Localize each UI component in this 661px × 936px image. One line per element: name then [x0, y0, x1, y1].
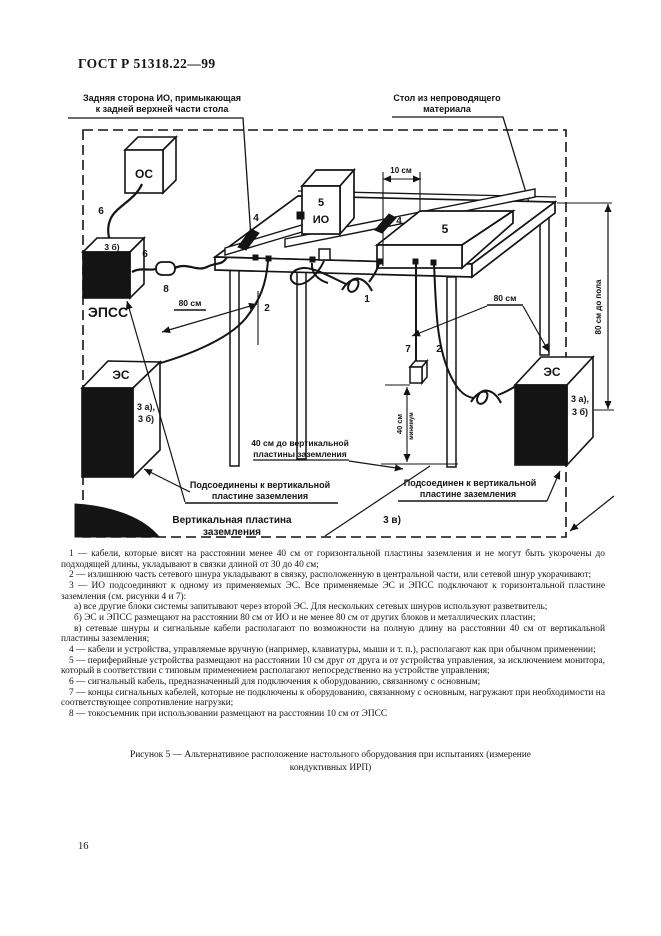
rear-side-callout	[83, 93, 241, 114]
figure-caption	[0, 749, 661, 774]
ref-2-right: 2	[436, 344, 442, 355]
es-left-side-ref-2: 3 б)	[137, 414, 155, 424]
vplate-line1: Вертикальная пластина	[172, 515, 292, 526]
note-6: 6 — сигнальный кабель, предназначенный для подключения к оборудованию, связанному с основным;	[69, 676, 481, 687]
connected-right-line1: Подсоединен к вертикальной	[403, 478, 537, 488]
note-7: 7 — концы сигнальных кабелей, которые не подключены к оборудованию, связанному с основным, нагружают при необходимости на соответствующее сопротивление нагрузки;	[61, 687, 605, 709]
es-left-side-ref-1: 3 а),	[136, 402, 156, 412]
es-left-box	[82, 361, 160, 477]
es-right-box	[515, 357, 593, 465]
ref-4-right: 4	[396, 216, 402, 227]
epss-box	[83, 238, 144, 320]
peripheral-number: 5	[441, 222, 449, 236]
es-right-label: ЭС	[543, 365, 561, 379]
ref-6-mid: 6	[142, 249, 148, 260]
dimension-80cm-left-label: 80 см	[178, 298, 202, 308]
connected-right-leader	[547, 471, 560, 501]
ref-8: 8	[163, 284, 169, 295]
note-4: 4 — кабели и устройства, управляемые вручную (например, клавиатуры, мыши и т. п.), располагают как при обычном применении;	[69, 644, 596, 655]
epss-box-label: ЭПСС	[87, 304, 129, 320]
table-callout	[393, 93, 501, 114]
dimension-40cm-label: 40 см	[395, 413, 404, 435]
ref-3v: 3 в)	[383, 515, 401, 526]
os-box-label: ОС	[135, 167, 153, 181]
note-3b: б) ЭС и ЭПСС размещают на расстоянии 80 см от ИО и не менее 80 см от других блоков и металлических пластин;	[74, 612, 536, 623]
ref-6-top: 6	[98, 206, 104, 217]
es-left-label: ЭС	[112, 368, 130, 382]
dimension-80cm-floor-label: 80 см до пола	[594, 279, 603, 335]
note-3: 3 — ИО подсоединяют к одному из применяемых ЭС. Все применяемые ЭС и ЭПСС подключают к горизонтальной пластине заземления (см. рисунки 4 и 7):	[61, 580, 605, 602]
cable-2-left	[138, 261, 268, 369]
note-3a: а) все другие блоки системы запитывают через второй ЭС. Для нескольких сетевых шнуров используют разветвитель;	[74, 602, 548, 613]
note-2: 2 — излишнюю часть сетевого шнура укладывают в связку, расположенную в центральной части, или сетевой шнур укорачивают;	[69, 570, 592, 581]
note-5: 5 — периферийные устройства размещают на расстоянии 10 см друг от друга и от устройства управления, за исключением монитора, который в соответствии с типовым применением располагают непосредственно на устройстве управления;	[61, 655, 605, 677]
dimension-10cm-label: 10 см	[390, 166, 412, 175]
eut-number: 5	[317, 197, 325, 209]
dimension-80cm-left	[162, 291, 258, 345]
connected-right-callout	[398, 478, 547, 501]
table-label-line1: Стол из непроводящего	[393, 93, 501, 103]
connected-right-line2: пластине заземления	[419, 489, 517, 499]
connected-left-leader-es	[144, 469, 190, 492]
rear-side-line2: к задней верхней части стола	[95, 104, 229, 114]
vplate-callout	[172, 515, 292, 538]
dimension-80cm-right	[412, 293, 549, 352]
dist40-callout	[251, 438, 349, 460]
dimension-80cm-right-label: 80 см	[493, 293, 517, 303]
connected-left-line1: Подсоединены к вертикальной	[189, 480, 331, 490]
figure-notes	[61, 549, 605, 720]
connected-left-callout	[185, 480, 338, 503]
note-8: 8 — токосъемник при использовании размещают на расстоянии 10 см от ЭПСС	[69, 708, 388, 719]
rear-side-line1: Задняя сторона ИО, примыкающая	[83, 93, 241, 103]
vplate-arrow	[570, 496, 614, 531]
dimension-40cm-min-label: минимум	[409, 412, 415, 440]
os-box	[125, 137, 176, 193]
es-right-side-ref-1: 3 а),	[570, 394, 590, 404]
ref-2-left: 2	[264, 303, 270, 314]
dist40-leader	[349, 461, 403, 469]
ref-7: 7	[405, 344, 411, 355]
cable-7-load	[410, 263, 427, 383]
note-3v: в) сетевые шнуры и сигнальные кабели располагают по возможности на полную длину на расстоянии 40 см от вертикальной пластины заземления;	[61, 623, 605, 645]
table-label-line2: материала	[423, 104, 471, 114]
page-header: ГОСТ Р 51318.22—99	[78, 56, 216, 71]
note-1: 1 — кабели, которые висят на расстоянии менее 40 см от горизонтальной пластины заземления и не могут быть укорочены до подходящей длины, укладывают в связки длиной от 30 до 40 см;	[61, 549, 605, 570]
ref-1: 1	[364, 294, 370, 305]
connected-left-line2: пластине заземления	[211, 491, 309, 501]
ref-4-left: 4	[253, 213, 259, 224]
vplate-line2: заземления	[203, 527, 261, 538]
es-right-side-ref-2: 3 б)	[571, 407, 589, 417]
epss-top-ref: 3 б)	[104, 242, 120, 252]
eut-label: ИО	[312, 214, 330, 226]
dist40-line1: 40 см до вертикальной	[251, 438, 349, 448]
scan-blob	[75, 504, 159, 537]
figure-caption-text: Рисунок 5 — Альтернативное расположение настольного оборудования при испытаниях (измерение кондуктивных ИРП)	[130, 750, 531, 773]
dist40-line2: пластины заземления	[253, 449, 347, 459]
eut-box	[297, 170, 354, 234]
page-number: 16	[78, 841, 89, 852]
